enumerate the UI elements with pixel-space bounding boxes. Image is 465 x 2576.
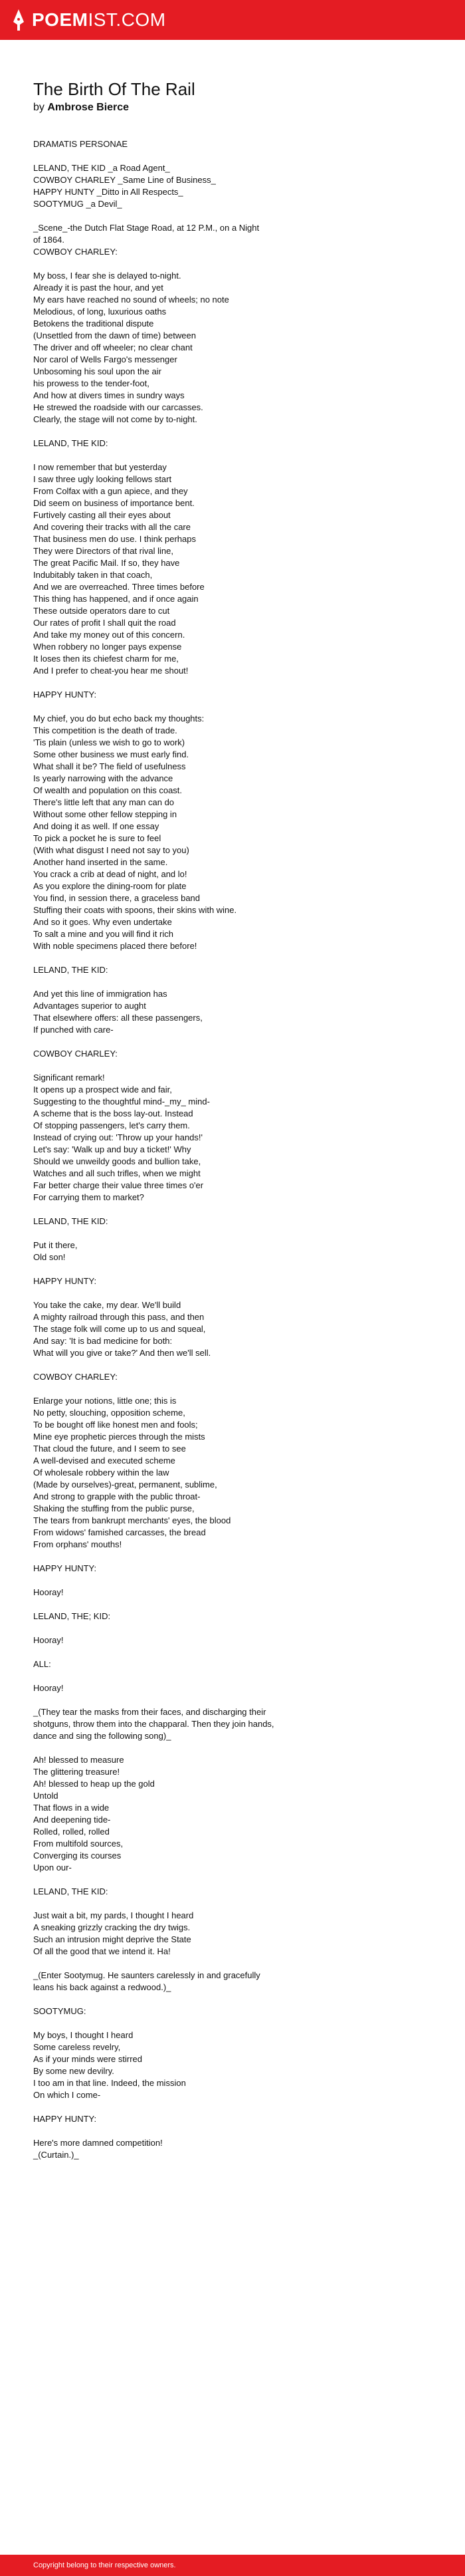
poem-line: Rolled, rolled, rolled [33,1827,110,1837]
poem-line: This thing has happened, and if once again [33,594,199,604]
poem-line: That flows in a wide [33,1803,110,1813]
byline [33,101,432,114]
stanza [33,2029,432,2101]
poem-line: The tears from bankrupt merchants' eyes, the blood [33,1515,231,1525]
poem-line: Instead of crying out: 'Throw up your hands!' [33,1132,203,1142]
stanza [33,138,432,150]
stanza [33,1216,432,1227]
poem-line: Old son! [33,1252,66,1262]
poem-line: I saw three ugly looking fellows start [33,474,172,484]
poem-line: Melodious, of long, luxurious oaths [33,307,167,317]
poem-line: Far better charge their value three times o'er [33,1180,204,1190]
poem-line: These outside operators dare to cut [33,606,170,616]
stanza [33,1072,432,1204]
poem-line: Ah! blessed to heap up the gold [33,1779,155,1789]
stanza [33,222,432,258]
poem-line: ALL: [33,1659,51,1669]
poem-line: Suggesting to the thoughtful mind-_my_ mind- [33,1096,210,1106]
stanza [33,1371,432,1383]
poem-line: Such an intrusion might deprive the State [33,1934,191,1944]
stanza [33,1682,432,1694]
poem-line: That cloud the future, and I seem to see [33,1444,186,1454]
poem-line: LELAND, THE KID: [33,438,108,448]
poem-line: From widows' famished carcasses, the bread [33,1527,206,1537]
poem-line: HAPPY HUNTY _Ditto in All Respects_ [33,187,183,197]
poem-line: _(Enter Sootymug. He saunters carelessly in and gracefully [33,1970,260,1980]
poem-line: DRAMATIS PERSONAE [33,139,128,149]
poem-line: Unbosoming his soul upon the air [33,366,161,376]
stanza [33,1610,432,1622]
poem-line: Here's more damned competition! [33,2138,163,2148]
poem-line: And covering their tracks with all the care [33,522,191,532]
poem-line: And say: 'It is bad medicine for both: [33,1336,173,1346]
poem-line: You crack a crib at dead of night, and lo! [33,869,187,879]
poem-line: Significant remark! [33,1073,105,1083]
poem-line: Watches and all such trifles, when we might [33,1168,201,1178]
stanza [33,1587,432,1599]
poem-line: A well-devised and executed scheme [33,1456,175,1466]
stanza [33,964,432,976]
poem-line: LELAND, THE KID: [33,1216,108,1226]
poem-line: Just wait a bit, my pards, I thought I heard [33,1910,194,1920]
site-footer [0,2555,465,2576]
poem-line: LELAND, THE KID: [33,1886,108,1896]
stanza [33,1048,432,1060]
poem-line: You take the cake, my dear. We'll build [33,1300,181,1310]
stanza [33,1706,432,1742]
poem-line: Of wholesale robbery within the law [33,1468,169,1478]
poem-line: (Made by ourselves)-great, permanent, sublime, [33,1480,217,1489]
poem-line: That business men do use. I think perhaps [33,534,196,544]
poem-line: COWBOY CHARLEY: [33,1049,118,1059]
poem-line: his prowess to the tender-foot, [33,378,149,388]
poem-line: Enlarge your notions, little one; this is [33,1396,177,1406]
poem-line: As if your minds were stirred [33,2054,142,2064]
poem-line: From multifold sources, [33,1839,124,1849]
poem-content [33,78,432,2173]
logo-text-light: IST.COM [88,9,166,30]
poem-line: They were Directors of that rival line, [33,546,173,556]
poem-line: And yet this line of immigration has [33,989,167,999]
pen-nib-icon [12,9,25,31]
byline-prefix: by [33,102,45,113]
poem-line: What will you give or take?' And then we'll sell. [33,1348,211,1358]
poem-line: Nor carol of Wells Fargo's messenger [33,354,177,364]
poem-line: Put it there, [33,1240,78,1250]
poem-line: COWBOY CHARLEY _Same Line of Business_ [33,175,216,185]
poem-line: The glittering treasure! [33,1767,120,1777]
poem-line: You find, in session there, a graceless band [33,893,201,903]
poem-line: Let's say: 'Walk up and buy a ticket!' Why [33,1144,191,1154]
poem-line: From Colfax with a gun apiece, and they [33,486,188,496]
poem-line: Should we unweildy goods and bullion take, [33,1156,201,1166]
poem-line: COWBOY CHARLEY: [33,1372,118,1382]
stanza [33,2113,432,2125]
poem-line: What shall it be? The field of usefulness [33,761,186,771]
poem-line: When robbery no longer pays expense [33,642,182,652]
poem-line: (Unsettled from the dawn of time) between [33,330,196,340]
poem-line: Stuffing their coats with spoons, their skins with wine. [33,905,237,915]
poem-line: No petty, slouching, opposition scheme, [33,1408,185,1418]
stanza [33,2137,432,2161]
poem-line: A mighty railroad through this pass, and then [33,1312,205,1322]
stanza [33,713,432,952]
poem-line: Without some other fellow stepping in [33,809,177,819]
poem-line: And we are overreached. Three times before [33,582,205,592]
poem-line: Converging its courses [33,1851,122,1861]
logo-text-bold: POEM [32,9,88,30]
poem-line: leans his back against a redwood.)_ [33,1982,171,1992]
author-name[interactable]: Ambrose Bierce [47,102,130,113]
poem-line: I too am in that line. Indeed, the mission [33,2078,186,2088]
poem-line: Is yearly narrowing with the advance [33,773,173,783]
poem-line: Of stopping passengers, let's carry them. [33,1120,190,1130]
poem-line: LELAND, THE; KID: [33,1611,111,1621]
poem-line: By some new devilry. [33,2066,114,2076]
stanza [33,438,432,450]
poem-body [33,138,432,2161]
poem-line: My boss, I fear she is delayed to-night. [33,271,181,281]
poem-line: He strewed the roadside with our carcasses. [33,402,203,412]
poem-line: From orphans' mouths! [33,1539,122,1549]
stanza [33,1910,432,1958]
poem-line: To be bought off like honest men and fools; [33,1420,198,1430]
poem-line: (With what disgust I need not say to you) [33,845,189,855]
poem-line: Already it is past the hour, and yet [33,283,163,293]
poem-line: _(They tear the masks from their faces, and discharging their [33,1707,266,1717]
stanza [33,1754,432,1874]
poem-line: This competition is the death of trade. [33,725,177,735]
stanza [33,1563,432,1575]
copyright-text: Copyright belong to their respective owners. [33,2561,176,2569]
poem-line: dance and sing the following song)_ [33,1731,171,1741]
poem-line: Hooray! [33,1587,64,1597]
poem-line: Our rates of profit I shall quit the road [33,618,176,628]
poem-line: A scheme that is the boss lay-out. Instead [33,1108,193,1118]
poem-line: Another hand inserted in the same. [33,857,168,867]
poem-line: And I prefer to cheat-you hear me shout! [33,666,189,676]
stanza [33,1299,432,1359]
poem-line: Upon our- [33,1863,72,1872]
stanza [33,270,432,426]
poem-line: _Scene_-the Dutch Flat Stage Road, at 12 P.M., on a Night [33,223,260,233]
poem-line: To pick a pocket he is sure to feel [33,833,161,843]
poem-line: Ah! blessed to measure [33,1755,124,1765]
poem-line: That elsewhere offers: all these passengers, [33,1013,203,1023]
stanza [33,1634,432,1646]
poem-line: LELAND, THE KID _a Road Agent_ [33,163,170,173]
poem-line: The stage folk will come up to us and squeal, [33,1324,206,1334]
poem-line: of 1864. [33,235,64,245]
poem-line: Advantages superior to aught [33,1001,146,1011]
poem-line: For carrying them to market? [33,1192,144,1202]
poem-line: And doing it as well. If one essay [33,821,159,831]
poem-line: Did seem on business of importance bent. [33,498,195,508]
poem-line: Furtively casting all their eyes about [33,510,171,520]
poem-line: Hooray! [33,1683,64,1693]
poem-line: And how at divers times in sundry ways [33,390,185,400]
poem-line: As you explore the dining-room for plate [33,881,187,891]
poem-line: A sneaking grizzly cracking the dry twigs. [33,1922,191,1932]
poem-line: _(Curtain.)_ [33,2150,79,2160]
poem-line: Indubitably taken in that coach, [33,570,153,580]
poem-line: 'Tis plain (unless we wish to go to work) [33,737,185,747]
poem-line: Of all the good that we intend it. Ha! [33,1946,171,1956]
poem-line: My chief, you do but echo back my thoughts: [33,713,205,723]
poem-line: It opens up a prospect wide and fair, [33,1085,172,1095]
poem-line: SOOTYMUG _a Devil_ [33,199,122,209]
poem-line: It loses then its chiefest charm for me, [33,654,179,664]
poem-line: Of wealth and population on this coast. [33,785,183,795]
poem-line: My boys, I thought I heard [33,2030,134,2040]
poem-line: I now remember that but yesterday [33,462,167,472]
poem-line: There's little left that any man can do [33,797,175,807]
poem-line: And strong to grapple with the public throat- [33,1491,201,1501]
stanza [33,1275,432,1287]
stanza [33,1239,432,1263]
poem-title: The Birth Of The Rail [33,79,195,99]
poem-line: Clearly, the stage will not come by to-night. [33,414,197,424]
poem-line: Betokens the traditional dispute [33,319,154,328]
poem-line: The driver and off wheeler; no clear chant [33,342,193,352]
poem-line: On which I come- [33,2090,101,2100]
stanza [33,1395,432,1551]
stanza [33,1886,432,1898]
poem-line: HAPPY HUNTY: [33,1563,97,1573]
stanza [33,988,432,1036]
poem-line: COWBOY CHARLEY: [33,247,118,257]
stanza [33,162,432,210]
poem-line: The great Pacific Mail. If so, they have [33,558,180,568]
poem-line: To salt a mine and you will find it rich [33,929,173,939]
stanza [33,461,432,677]
poem-line: HAPPY HUNTY: [33,690,97,700]
poem-line: Shaking the stuffing from the public purse, [33,1503,195,1513]
poem-line: And take my money out of this concern. [33,630,185,640]
poem-line: With noble specimens placed there before! [33,941,197,951]
stanza [33,1658,432,1670]
stanza [33,2005,432,2017]
poem-line: If punched with care- [33,1025,114,1035]
poem-line: Mine eye prophetic pierces through the mists [33,1432,205,1442]
poem-line: Hooray! [33,1635,64,1645]
poem-line: Some other business we must early find. [33,749,189,759]
stanza [33,689,432,701]
poem-line: HAPPY HUNTY: [33,1276,97,1286]
poem-line: My ears have reached no sound of wheels; no note [33,295,229,305]
poem-line: And deepening tide- [33,1815,111,1825]
poem-line: LELAND, THE KID: [33,965,108,975]
site-logo[interactable] [12,9,166,31]
stanza [33,1970,432,1994]
poem-line: HAPPY HUNTY: [33,2114,97,2124]
poem-line: shotguns, throw them into the chapparal. Then they join hands, [33,1719,274,1729]
site-header [0,0,465,40]
poem-line: And so it goes. Why even undertake [33,917,172,927]
poem-line: Some careless revelry, [33,2042,121,2052]
poem-line: Untold [33,1791,58,1801]
poem-line: SOOTYMUG: [33,2006,86,2016]
